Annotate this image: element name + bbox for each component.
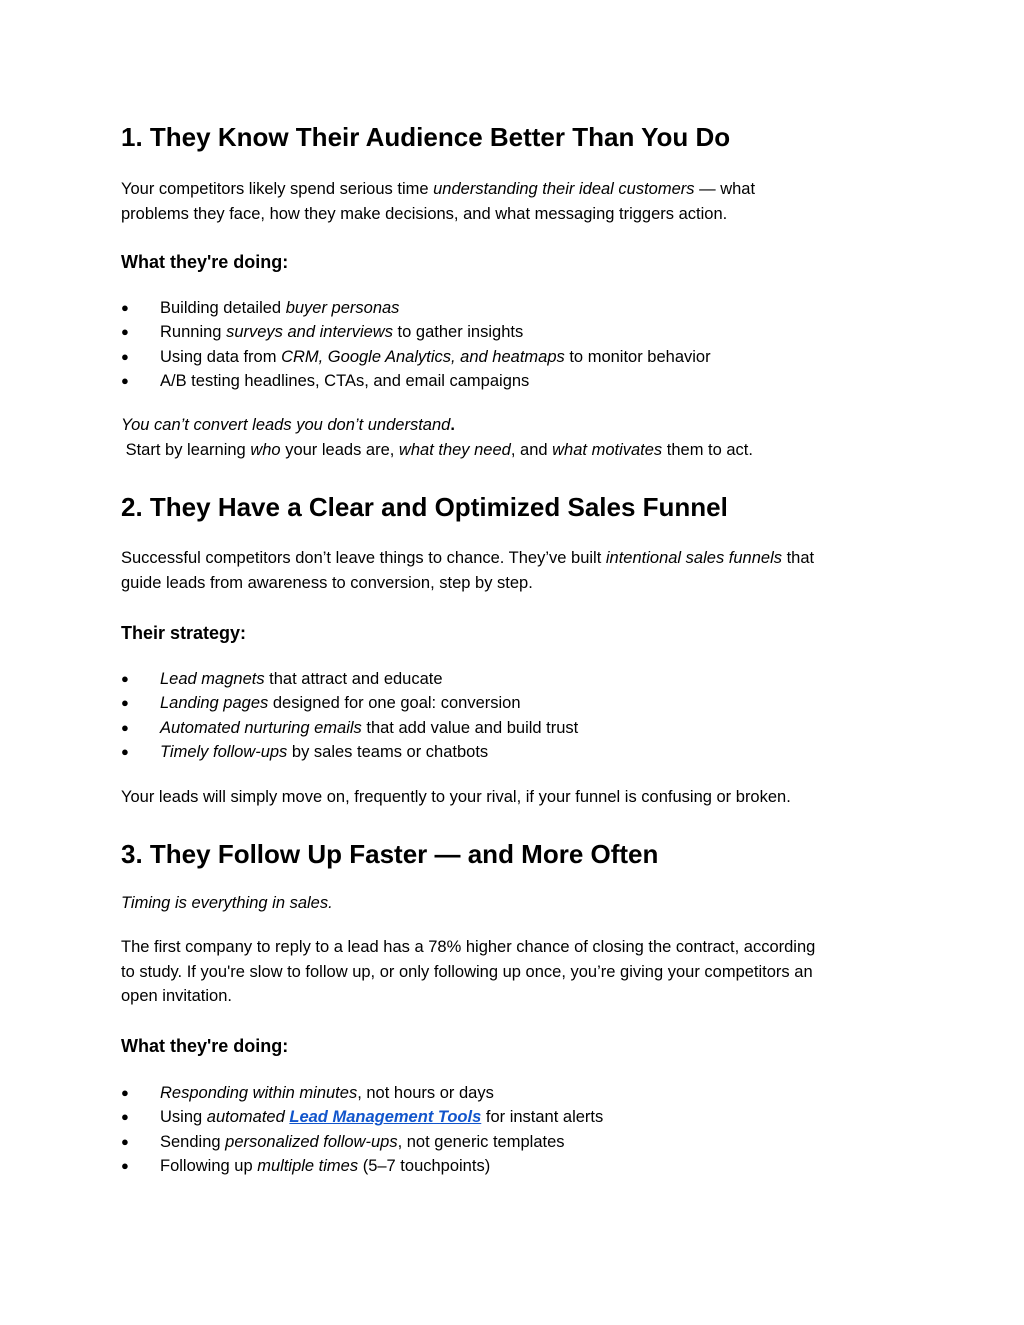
list-item: ● Timely follow-ups by sales teams or chatbots bbox=[100, 740, 890, 764]
section-3-tagline: Timing is everything in sales. bbox=[121, 894, 333, 912]
bullet-icon: ● bbox=[121, 300, 129, 315]
section-1-heading: 1. They Know Their Audience Better Than You Do bbox=[121, 122, 731, 152]
intro-text: Your competitors likely spend serious time bbox=[121, 180, 434, 198]
bullet-icon: ● bbox=[121, 1085, 129, 1100]
section-2-heading: 2. They Have a Clear and Optimized Sales Funnel bbox=[121, 492, 728, 522]
bullet-icon: ● bbox=[121, 1109, 129, 1125]
bullet-icon: ● bbox=[121, 373, 129, 389]
section-2-list bbox=[100, 667, 890, 765]
section-1-subheading-wrap bbox=[121, 251, 911, 273]
list-item: ● Following up multiple times (5–7 touchpoints) bbox=[100, 1154, 890, 1178]
list-item: ● Running surveys and interviews to gather insights bbox=[100, 320, 890, 344]
section-2-heading-wrap bbox=[121, 491, 911, 523]
section-1-subheading: What they're doing: bbox=[121, 252, 289, 272]
list-item: ● Using automated Lead Management Tools for instant alerts bbox=[100, 1105, 890, 1129]
section-3-heading: 3. They Follow Up Faster — and More Often bbox=[121, 839, 659, 869]
list-item: ● Using data from CRM, Google Analytics, and heatmaps to monitor behavior bbox=[100, 345, 890, 369]
bullet-icon: ● bbox=[121, 348, 129, 364]
lead-management-tools-link[interactable]: Lead Management Tools bbox=[289, 1108, 482, 1127]
list-item: ● Responding within minutes, not hours or days bbox=[100, 1081, 890, 1105]
bullet-icon: ● bbox=[121, 671, 129, 686]
bullet-icon: ● bbox=[121, 324, 129, 340]
section-3-body: The first company to reply to a lead has a 78% higher chance of closing the contract, according to study. If you're slow to follow up, or only following up once, you’re giving your competitors an open invitation. bbox=[121, 938, 816, 1005]
section-1-heading-wrap bbox=[121, 121, 911, 153]
bullet-icon: ● bbox=[121, 744, 129, 760]
list-item: ● Building detailed buyer personas bbox=[100, 296, 890, 320]
section-3-heading-wrap bbox=[121, 838, 911, 870]
intro-text: — what bbox=[694, 180, 756, 198]
list-item: ● Automated nurturing emails that add value and build trust bbox=[100, 716, 890, 740]
list-item: ● Landing pages designed for one goal: conversion bbox=[100, 691, 890, 715]
section-3-subheading: What they're doing: bbox=[121, 1036, 289, 1056]
section-2-subheading: Their strategy: bbox=[121, 623, 247, 643]
bullet-icon: ● bbox=[121, 695, 129, 711]
section-3-subheading-wrap bbox=[121, 1035, 911, 1057]
bullet-icon: ● bbox=[121, 719, 129, 735]
bullet-icon: ● bbox=[121, 1133, 129, 1149]
section-1-intro bbox=[121, 177, 911, 226]
closing-emphasis: You can’t convert leads you don’t understand bbox=[121, 416, 451, 434]
section-2-closing: Your leads will simply move on, frequently to your rival, if your funnel is confusing or broken. bbox=[121, 788, 791, 806]
section-2-intro: Successful competitors don’t leave things to chance. They’ve built intentional sales funnels that guide leads from awareness to conversion, step by step. bbox=[121, 549, 815, 592]
section-1-closing: You can’t convert leads you don’t understand. Start by learning who your leads are, what they need, and what motivates them to act. bbox=[121, 416, 753, 459]
list-item: ● Lead magnets that attract and educate bbox=[100, 667, 890, 691]
section-1-list bbox=[100, 296, 890, 394]
section-3-list bbox=[100, 1081, 890, 1179]
intro-emphasis: understanding their ideal customers bbox=[433, 180, 695, 198]
section-2-subheading-wrap bbox=[121, 622, 911, 644]
list-item: ● A/B testing headlines, CTAs, and email campaigns bbox=[100, 369, 890, 393]
intro-text: problems they face, how they make decisions, and what messaging triggers action. bbox=[121, 204, 728, 223]
bullet-icon: ● bbox=[121, 1158, 129, 1174]
list-item: ● Sending personalized follow-ups, not generic templates bbox=[100, 1130, 890, 1154]
